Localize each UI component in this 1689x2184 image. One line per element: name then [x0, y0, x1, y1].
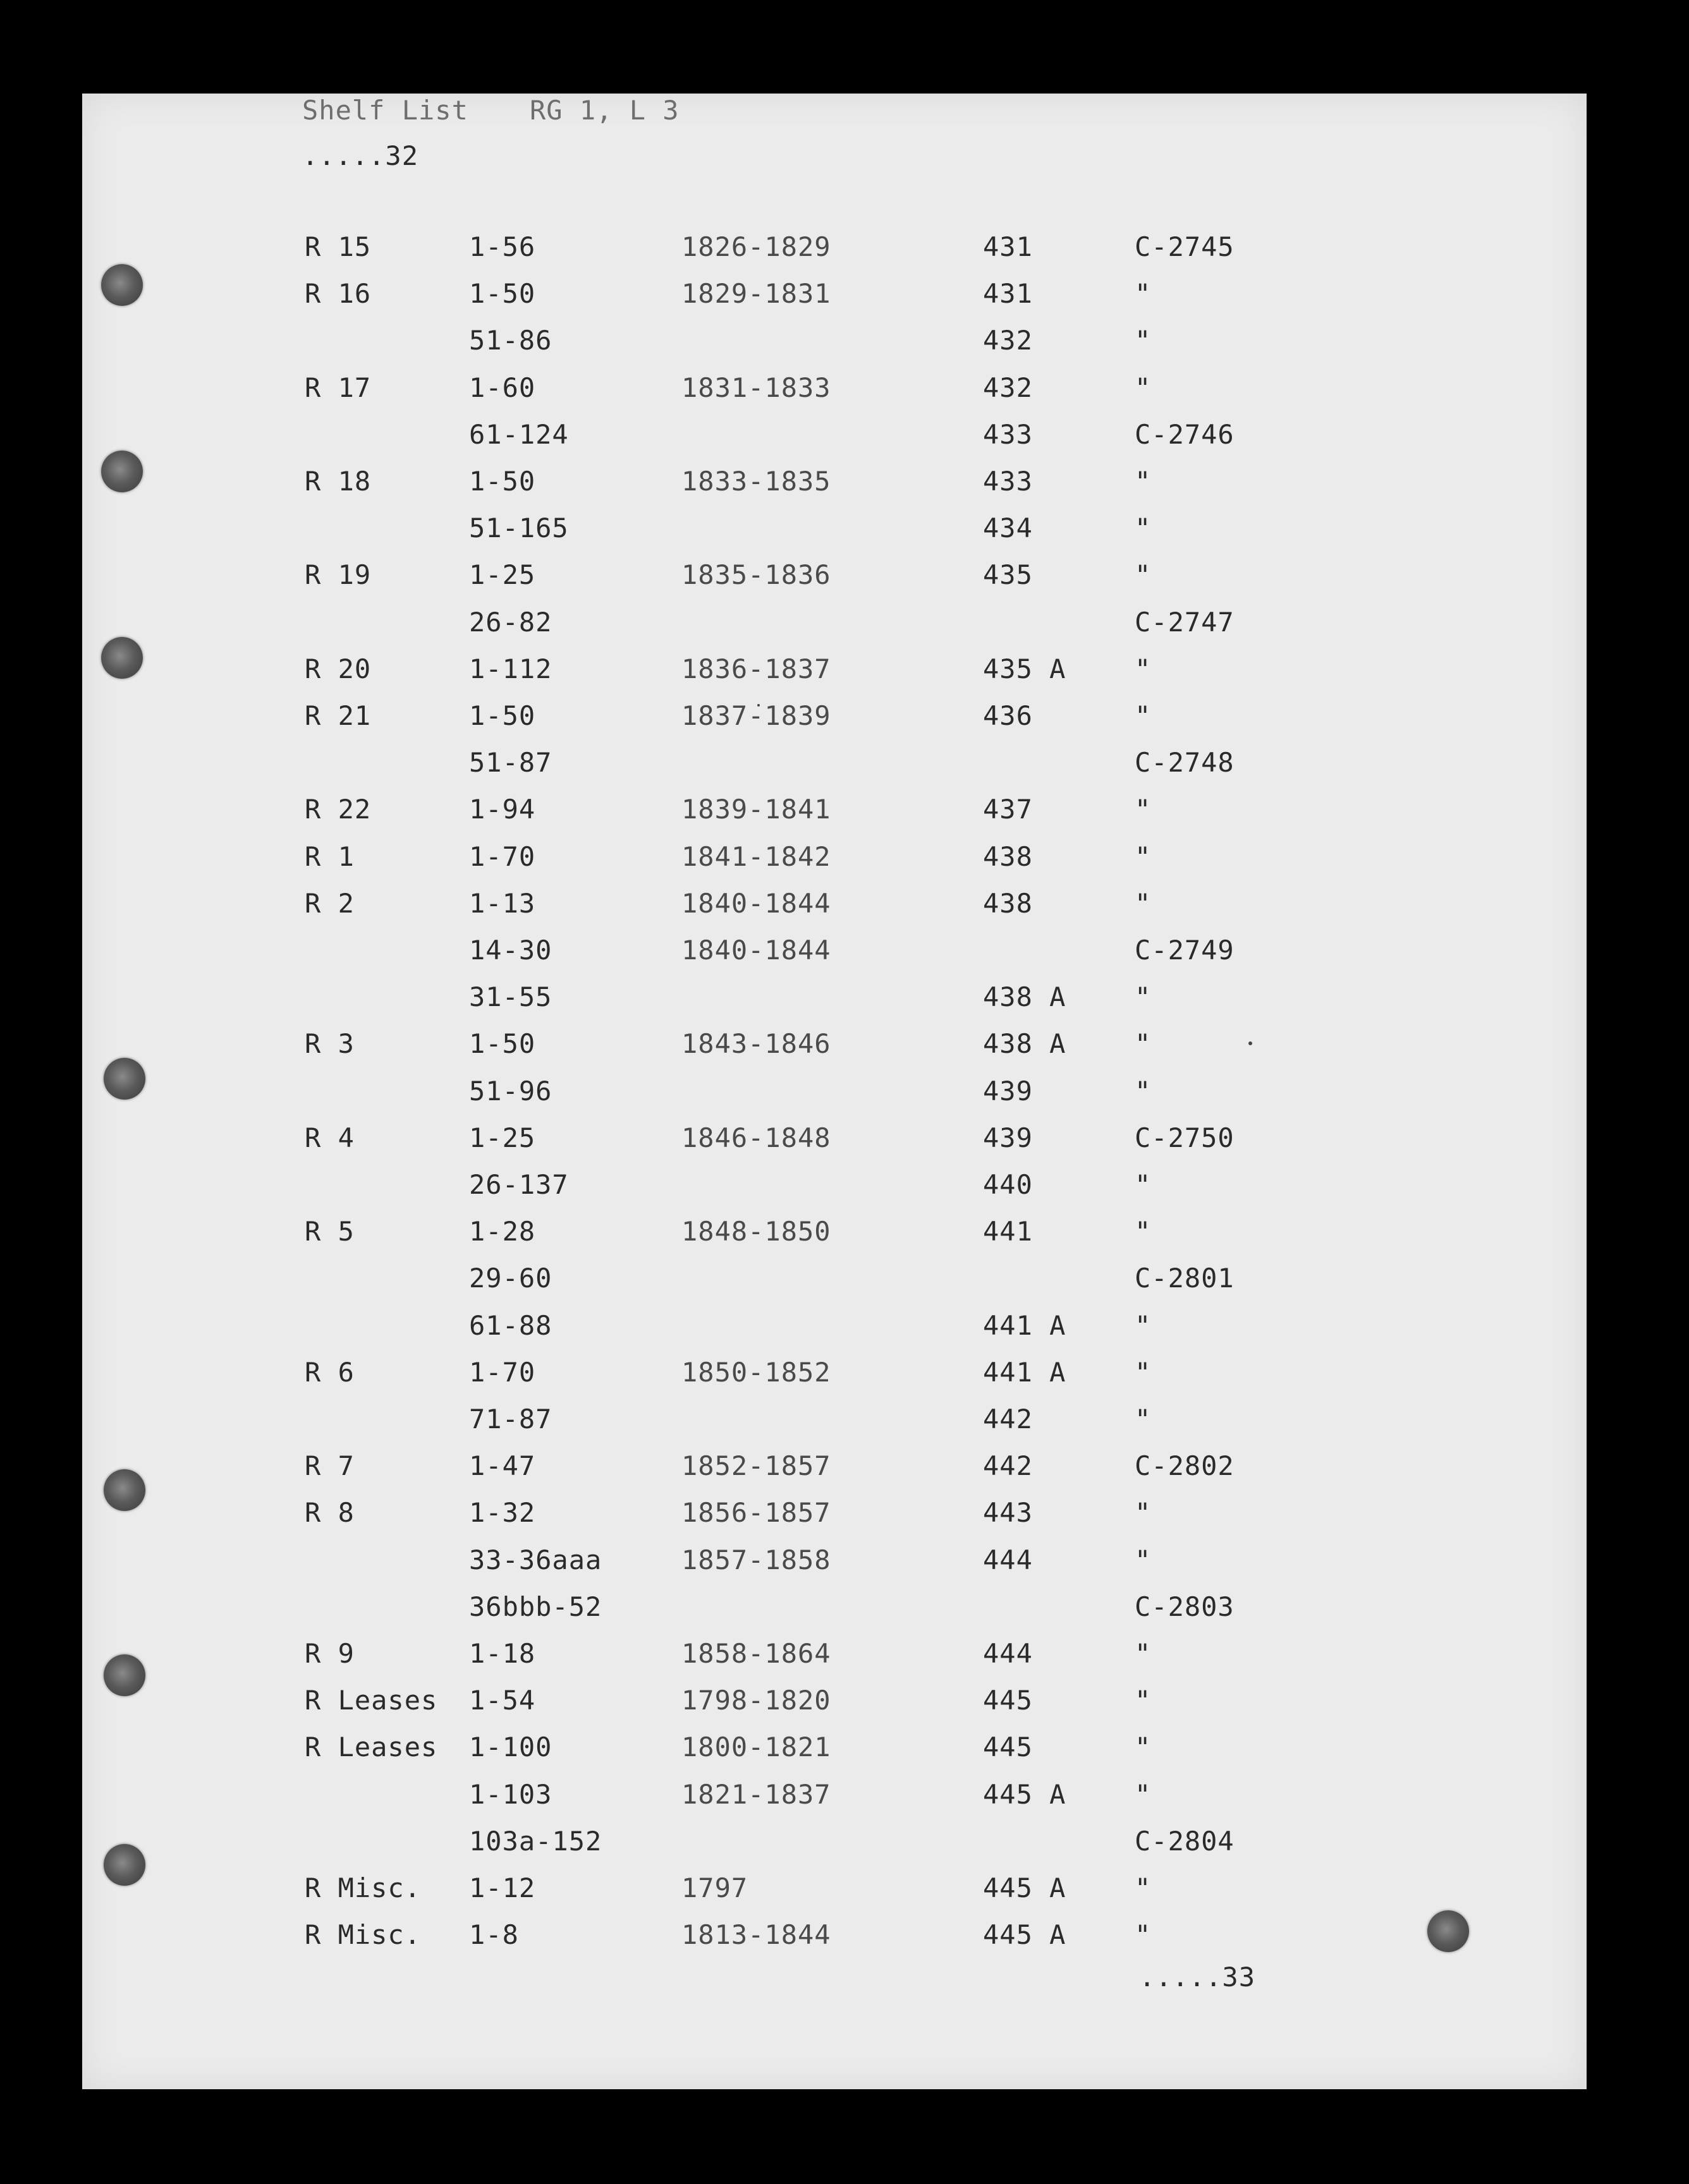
row-label: R 7	[305, 1450, 355, 1481]
item-range: 1-12	[469, 1872, 536, 1903]
volume-number: 431	[983, 278, 1033, 309]
volume-number: 443	[983, 1497, 1033, 1528]
date-range: 1839-1841	[681, 794, 831, 825]
item-range: 1-50	[469, 1028, 536, 1059]
item-range: 51-165	[469, 513, 569, 543]
reel-number: "	[1135, 1357, 1152, 1388]
item-range: 14-30	[469, 935, 552, 966]
date-range: 1831-1833	[681, 372, 831, 403]
reel-number: "	[1135, 1169, 1152, 1200]
row-label: R Misc.	[305, 1919, 422, 1950]
punch-hole	[104, 1058, 145, 1100]
reel-number: "	[1135, 325, 1152, 356]
date-range: 1835-1836	[681, 559, 831, 590]
punch-hole	[1427, 1910, 1469, 1952]
reel-number: C-2749	[1135, 935, 1235, 966]
reel-number: "	[1135, 794, 1152, 825]
item-range: 1-54	[469, 1685, 536, 1716]
reel-number: "	[1135, 1028, 1152, 1059]
reel-number: "	[1135, 513, 1152, 543]
date-range: 1852-1857	[681, 1450, 831, 1481]
volume-number: 444	[983, 1638, 1033, 1669]
volume-number: 438	[983, 841, 1033, 872]
row-label: R Misc.	[305, 1872, 422, 1903]
volume-number: 433	[983, 419, 1033, 450]
item-range: 51-96	[469, 1076, 552, 1107]
item-range: 61-124	[469, 419, 569, 450]
date-range: 1798-1820	[681, 1685, 831, 1716]
row-label: R 3	[305, 1028, 355, 1059]
item-range: 1-47	[469, 1450, 536, 1481]
header-record-group: RG 1, L 3	[530, 95, 680, 126]
item-range: 1-8	[469, 1919, 519, 1950]
volume-number: 445 A	[983, 1919, 1066, 1950]
item-range: 51-87	[469, 747, 552, 778]
item-range: 61-88	[469, 1310, 552, 1341]
date-range: 1858-1864	[681, 1638, 831, 1669]
reel-number: "	[1135, 1544, 1152, 1575]
row-label: R 5	[305, 1216, 355, 1247]
item-range: 1-50	[469, 700, 536, 731]
volume-number: 438 A	[983, 1028, 1066, 1059]
volume-number: 442	[983, 1404, 1033, 1435]
punch-hole	[101, 264, 143, 306]
reel-number: "	[1135, 372, 1152, 403]
reel-number: "	[1135, 841, 1152, 872]
reel-number: "	[1135, 559, 1152, 590]
item-range: 29-60	[469, 1263, 552, 1294]
item-range: 1-60	[469, 372, 536, 403]
item-range: 31-55	[469, 981, 552, 1012]
row-label: R 2	[305, 888, 355, 919]
reel-number: "	[1135, 700, 1152, 731]
reel-number: "	[1135, 1216, 1152, 1247]
row-label: R 6	[305, 1357, 355, 1388]
row-label: R 9	[305, 1638, 355, 1669]
reel-number: C-2804	[1135, 1826, 1235, 1857]
date-range: 1846-1848	[681, 1122, 831, 1153]
date-range: 1826-1829	[681, 231, 831, 262]
row-label: R 4	[305, 1122, 355, 1153]
reel-number: "	[1135, 1310, 1152, 1341]
date-range: 1800-1821	[681, 1732, 831, 1762]
volume-number: 432	[983, 372, 1033, 403]
item-range: 71-87	[469, 1404, 552, 1435]
reel-number: C-2803	[1135, 1591, 1235, 1622]
item-range: 26-82	[469, 607, 552, 638]
punch-hole	[104, 1469, 145, 1511]
item-range: 1-25	[469, 559, 536, 590]
volume-number: 431	[983, 231, 1033, 262]
item-range: 1-103	[469, 1779, 552, 1810]
volume-number: 442	[983, 1450, 1033, 1481]
reel-number: "	[1135, 981, 1152, 1012]
punch-hole	[101, 637, 143, 679]
row-label: R 20	[305, 653, 372, 684]
date-range: 1813-1844	[681, 1919, 831, 1950]
item-range: 51-86	[469, 325, 552, 356]
reel-number: "	[1135, 653, 1152, 684]
reel-number: "	[1135, 278, 1152, 309]
item-range: 1-70	[469, 841, 536, 872]
volume-number: 445	[983, 1732, 1033, 1762]
row-label: R 21	[305, 700, 372, 731]
date-range: 1843-1846	[681, 1028, 831, 1059]
date-range: 1848-1850	[681, 1216, 831, 1247]
volume-number: 437	[983, 794, 1033, 825]
item-range: 1-100	[469, 1732, 552, 1762]
date-range: 1850-1852	[681, 1357, 831, 1388]
date-range: 1857-1858	[681, 1544, 831, 1575]
reel-number: "	[1135, 888, 1152, 919]
row-label: R 17	[305, 372, 372, 403]
item-range: 1-56	[469, 231, 536, 262]
reel-number: C-2746	[1135, 419, 1235, 450]
row-label: R 18	[305, 466, 372, 497]
date-range: 1840-1844	[681, 935, 831, 966]
date-range: 1840-1844	[681, 888, 831, 919]
punch-hole	[101, 451, 143, 492]
punch-hole	[104, 1654, 145, 1696]
reel-number: C-2801	[1135, 1263, 1235, 1294]
date-range: 1797	[681, 1872, 748, 1903]
volume-number: 438	[983, 888, 1033, 919]
punch-hole	[104, 1844, 145, 1886]
volume-number: 440	[983, 1169, 1033, 1200]
reel-number: C-2745	[1135, 231, 1235, 262]
item-range: 1-32	[469, 1497, 536, 1528]
volume-number: 432	[983, 325, 1033, 356]
date-range: 1833-1835	[681, 466, 831, 497]
date-range: 1856-1857	[681, 1497, 831, 1528]
item-range: 36bbb-52	[469, 1591, 602, 1622]
item-range: 1-18	[469, 1638, 536, 1669]
volume-number: 438 A	[983, 981, 1066, 1012]
row-label: R 16	[305, 278, 372, 309]
item-range: 1-25	[469, 1122, 536, 1153]
item-range: 1-28	[469, 1216, 536, 1247]
volume-number: 435 A	[983, 653, 1066, 684]
item-range: 1-70	[469, 1357, 536, 1388]
reel-number: C-2750	[1135, 1122, 1235, 1153]
row-label: R Leases	[305, 1685, 438, 1716]
volume-number: 441 A	[983, 1357, 1066, 1388]
speck	[1248, 1041, 1252, 1045]
reel-number: "	[1135, 1638, 1152, 1669]
volume-number: 441 A	[983, 1310, 1066, 1341]
reel-number: "	[1135, 1497, 1152, 1528]
date-range: 1836-1837	[681, 653, 831, 684]
reel-number: "	[1135, 1685, 1152, 1716]
reel-number: C-2802	[1135, 1450, 1235, 1481]
reel-number: "	[1135, 1872, 1152, 1903]
row-label: R 15	[305, 231, 372, 262]
header-page-ref: .....32	[302, 140, 419, 171]
row-label: R Leases	[305, 1732, 438, 1762]
item-range: 26-137	[469, 1169, 569, 1200]
volume-number: 435	[983, 559, 1033, 590]
row-label: R 22	[305, 794, 372, 825]
item-range: 1-50	[469, 278, 536, 309]
item-range: 33-36aaa	[469, 1544, 602, 1575]
reel-number: "	[1135, 1076, 1152, 1107]
footer-page-ref: .....33	[1139, 1962, 1256, 1993]
row-label: R 1	[305, 841, 355, 872]
volume-number: 445	[983, 1685, 1033, 1716]
item-range: 1-94	[469, 794, 536, 825]
volume-number: 439	[983, 1076, 1033, 1107]
row-label: R 19	[305, 559, 372, 590]
reel-number: C-2748	[1135, 747, 1235, 778]
item-range: 1-50	[469, 466, 536, 497]
reel-number: "	[1135, 1919, 1152, 1950]
volume-number: 434	[983, 513, 1033, 543]
row-label: R 8	[305, 1497, 355, 1528]
date-range: 1837-1839	[681, 700, 831, 731]
reel-number: "	[1135, 1732, 1152, 1762]
volume-number: 439	[983, 1122, 1033, 1153]
item-range: 1-112	[469, 653, 552, 684]
item-range: 103a-152	[469, 1826, 602, 1857]
header-title: Shelf List	[302, 95, 468, 126]
volume-number: 444	[983, 1544, 1033, 1575]
item-range: 1-13	[469, 888, 536, 919]
volume-number: 445 A	[983, 1779, 1066, 1810]
volume-number: 441	[983, 1216, 1033, 1247]
reel-number: "	[1135, 1779, 1152, 1810]
reel-number: C-2747	[1135, 607, 1235, 638]
volume-number: 436	[983, 700, 1033, 731]
date-range: 1821-1837	[681, 1779, 831, 1810]
date-range: 1829-1831	[681, 278, 831, 309]
reel-number: "	[1135, 466, 1152, 497]
volume-number: 433	[983, 466, 1033, 497]
reel-number: "	[1135, 1404, 1152, 1435]
volume-number: 445 A	[983, 1872, 1066, 1903]
date-range: 1841-1842	[681, 841, 831, 872]
